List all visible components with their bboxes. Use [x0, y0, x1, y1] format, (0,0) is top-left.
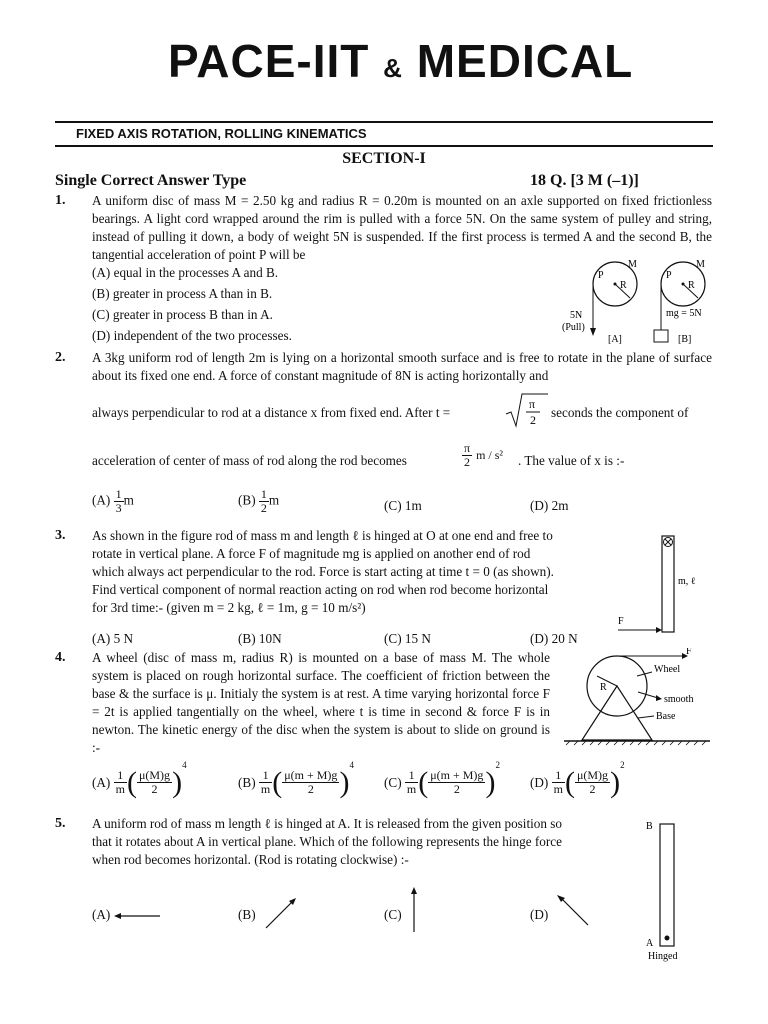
arrow-up-left-icon [554, 893, 592, 929]
arrow-up-right-icon [262, 896, 300, 932]
top-rule [55, 121, 713, 123]
arrow-up-icon [406, 886, 422, 934]
svg-text:A: A [646, 938, 654, 949]
question-number: 4. [55, 650, 66, 665]
option-c: (C) $\frac{1}{m}$ ( $\frac{\mu(m + M)g}{2}$ )$^2$ [384, 760, 500, 799]
question-number: 3. [55, 528, 66, 543]
svg-text:F: F [686, 648, 692, 657]
option-b: (B) $\frac{1}{m}$ ( $\frac{\mu(m + M)g}{2}$ )$^4$ [238, 760, 354, 799]
option-c: (C) greater in process B than in A. [92, 307, 273, 322]
svg-text:Wheel: Wheel [654, 664, 681, 675]
question-number: 5. [55, 816, 66, 831]
pulley-figure [560, 252, 720, 348]
option-d: (D) 2m [530, 498, 569, 513]
option-b: (B) $\frac{1}{2}$ m [238, 487, 280, 515]
option-b: (B) greater in process A than in B. [92, 286, 273, 301]
section-title: SECTION-I [342, 150, 426, 167]
svg-text:2: 2 [530, 413, 536, 427]
option-a: (A) 5 N [92, 631, 134, 646]
svg-text:[B]: [B] [678, 334, 692, 345]
question-text-cont: . The value of x is :- [518, 453, 625, 468]
svg-text:5N: 5N [570, 310, 583, 321]
question-text: A wheel (disc of mass m, radius R) is mounted on a base of mass M. The whole system is placed on rough horizontal surface. The coefficient of friction between the base & the surface is μ. Initialy the system is at rest. A time varying horizontal force F = 2t is applied tangentially on the wheel, where t is time in second & force F is in newton. The kinetic energy of the disc when the system is about to slide on ground is :- [92, 650, 550, 755]
wheel-base-figure [562, 648, 712, 746]
question-text: As shown in the figure rod of mass m and length ℓ is hinged at O at one end and free to rotate in vertical plane. A force F of magnitude mg is applied on another end of rod which always act perpendicular to the rod. Force is start acting at time t = 0 (as shown). Find vertical component of normal reaction acting on rod when rod become horizontal for 3rd time:- (given m = 2 kg, ℓ = 1m, g = 10 m/s²) [92, 528, 554, 615]
question-type: Single Correct Answer Type [55, 172, 247, 189]
marks-scheme: 18 Q. [3 M (–1)] [530, 172, 639, 189]
chapter-rule [55, 145, 713, 147]
sqrt-expression [504, 392, 548, 435]
hinged-rod-figure [612, 532, 712, 636]
question-number: 1. [55, 193, 66, 208]
logo: PACE-IIT & MEDICAL [168, 35, 634, 87]
question-text-cont: always perpendicular to rod at a distance x from fixed end. After t = [92, 405, 451, 420]
svg-text:R: R [620, 280, 627, 291]
svg-text:R: R [688, 280, 695, 291]
svg-text:mg = 5N: mg = 5N [666, 308, 702, 319]
option-b: (B) [238, 907, 256, 922]
accel-expression: $\frac{\pi}{2}$ m / s² [464, 441, 503, 469]
question-text: A 3kg uniform rod of length 2m is lying on a horizontal smooth surface and is free to rotate in the plane of surface about its fixed one end. A force of constant magnitude of 8N is acting horizontally and [92, 350, 712, 383]
svg-text:P: P [666, 270, 672, 281]
question-text-cont: seconds the component of [551, 405, 689, 420]
option-c: (C) 1m [384, 498, 422, 513]
svg-text:m, ℓ: m, ℓ [678, 576, 696, 587]
svg-text:M: M [696, 259, 705, 270]
svg-text:R: R [600, 682, 607, 693]
svg-text:F: F [618, 616, 624, 627]
question-text-cont: acceleration of center of mass of rod along the rod becomes [92, 453, 407, 468]
svg-text:Hinged: Hinged [648, 951, 678, 962]
svg-text:smooth: smooth [664, 694, 694, 705]
option-a: (A) [92, 907, 111, 922]
option-c: (C) [384, 907, 402, 922]
arrow-left-icon [112, 908, 162, 924]
question-number: 2. [55, 350, 66, 365]
option-a: (A) $\frac{1}{m}$ ( $\frac{\mu(M)g}{2}$ )$^4$ [92, 760, 187, 799]
option-d: (D) independent of the two processes. [92, 328, 292, 343]
option-d: (D) 20 N [530, 631, 578, 646]
svg-text:[A]: [A] [608, 334, 622, 345]
svg-text:Base: Base [656, 711, 676, 722]
svg-text:M: M [628, 259, 637, 270]
option-d: (D) [530, 907, 549, 922]
svg-text:B: B [646, 821, 653, 832]
option-a: (A) $\frac{1}{3}$ m [92, 487, 134, 515]
question-text: A uniform disc of mass M = 2.50 kg and radius R = 0.20m is mounted on an axle supported on fixed frictionless bearings. A light cord wrapped around the rim is pulled with a force 5N. On the same system of pulley and string, instead of pulling it down, a body of weight 5N is suspended. If the first process is termed A and the second B, the tangential acceleration of point P will be [92, 193, 712, 262]
option-a: (A) equal in the processes A and B. [92, 265, 279, 280]
svg-text:P: P [598, 270, 604, 281]
option-d: (D) $\frac{1}{m}$ ( $\frac{\mu(M)g}{2}$ )$^2$ [530, 760, 625, 799]
vertical-rod-figure [640, 816, 710, 966]
svg-text:π: π [528, 397, 536, 411]
svg-text:(Pull): (Pull) [562, 322, 585, 333]
question-text: A uniform rod of mass m length ℓ is hinged at A. It is released from the given position so that it rotates about A in vertical plane. Which of the following represents the hinge force when rod becomes horizontal. (Rod is rotating clockwise) :- [92, 816, 563, 867]
option-c: (C) 15 N [384, 631, 431, 646]
option-b: (B) 10N [238, 631, 282, 646]
chapter-title: FIXED AXIS ROTATION, ROLLING KINEMATICS [76, 126, 367, 141]
